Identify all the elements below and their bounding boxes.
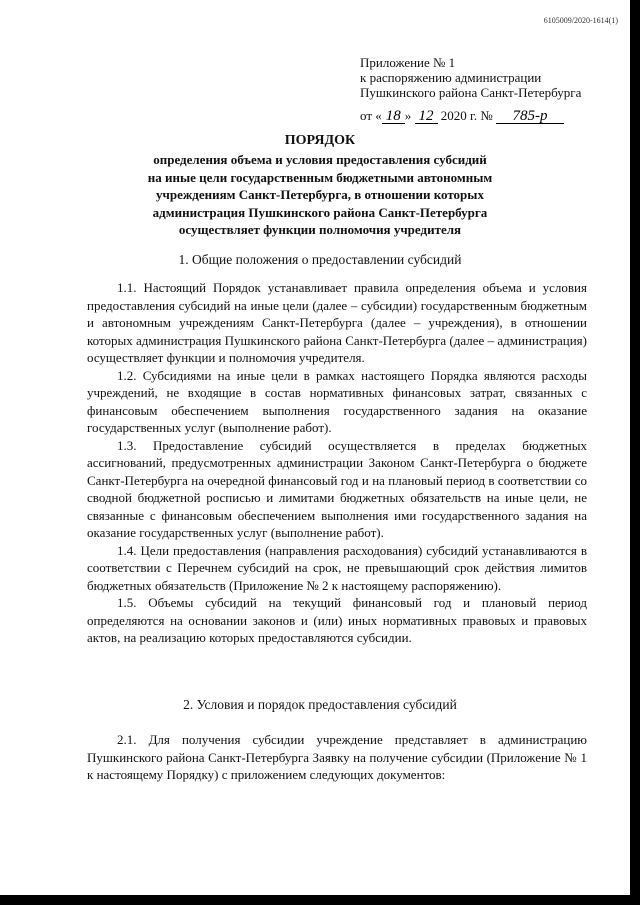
date-year: 2020 г. № xyxy=(440,108,493,123)
handwritten-day: 18 xyxy=(382,109,405,124)
appendix-block xyxy=(360,55,600,124)
subtitle-line: администрация Пушкинского района Санкт-Петербурга xyxy=(152,204,488,220)
date-number-line xyxy=(360,108,600,124)
appendix-line: к распоряжению администрации xyxy=(360,70,542,85)
paragraph-1-2: 1.2. Субсидиями на иные цели в рамках настоящего Порядка являются расходы учреждений, не входящие в состав нормативных финансовых затрат, связанных с финансовым обеспечением выполнения государственного задания на оказание государственных услуг (выполнение работ). xyxy=(87,367,587,435)
date-mid: » xyxy=(404,108,412,123)
scan-border-right xyxy=(630,0,640,905)
date-prefix: от « xyxy=(360,108,382,123)
section-2-body xyxy=(87,731,587,784)
handwritten-number: 785-р xyxy=(496,109,564,124)
scan-border-bottom xyxy=(0,895,640,905)
subtitle-line: на иные цели государственным бюджетными автономным xyxy=(147,169,493,185)
handwritten-month: 12 xyxy=(415,109,438,124)
paragraph-1-5: 1.5. Объемы субсидий на текущий финансовый год и плановый период определяются на основании законов и (или) иных нормативных правовых и правовых актов, на реализацию которых предоставляются субсидии. xyxy=(87,595,587,645)
section-1-body xyxy=(87,279,587,647)
paragraph-2-1: 2.1. Для получения субсидии учреждение представляет в администрацию Пушкинского района Санкт-Петербурга Заявку на получение субсидии (Приложение № 1 к настоящему Порядку) с приложением следующих документов: xyxy=(87,732,587,782)
subtitle-line: учреждениям Санкт-Петербурга, в отношении которых xyxy=(156,187,484,202)
appendix-line: Приложение № 1 xyxy=(360,55,456,70)
appendix-line: Пушкинского района Санкт-Петербурга xyxy=(360,85,582,100)
subtitle-line: определения объема и условия предоставления субсидий xyxy=(153,152,487,167)
paragraph-1-3: 1.3. Предоставление субсидий осуществляется в пределах бюджетных ассигнований, предусмотренных администрации Законом Санкт-Петербурга о бюджете Санкт-Петербурга на очередной финансовый год и на плановый период в соответствии со сводной бюджетной росписью и лимитами бюджетных обязательств на иные цели, не связанные с финансовым обеспечением выполнения ими государственного задания на оказание государственных услуг (выполнение работ). xyxy=(87,437,587,540)
section-1-heading: 1. Общие положения о предоставлении субсидий xyxy=(178,252,462,267)
paragraph-1-4: 1.4. Цели предоставления (направления расходования) субсидий устанавливаются в соответствии с Перечнем субсидий на срок, не превышающий срок действия лимитов бюджетных обязательств (Приложение № 2 к настоящему распоряжению). xyxy=(87,542,587,593)
paragraph-1-1: 1.1. Настоящий Порядок устанавливает правила определения объема и условия предоставления субсидий на иные цели (далее – субсидии) государственным бюджетным и автономным учреждениям Санкт-Петербурга (далее – учреждения), в отношении которых администрация Пушкинского района Санкт-Петербурга (далее – администрация) осуществляет функции и полномочия учредителя. xyxy=(87,280,587,365)
document-title: ПОРЯДОК xyxy=(284,133,356,148)
section-2-heading: 2. Условия и порядок предоставления субсидий xyxy=(183,697,457,712)
document-id: 6105009/2020-1614(1) xyxy=(543,16,618,25)
document-subtitle xyxy=(80,151,560,239)
subtitle-line: осуществляет функции полномочия учредителя xyxy=(178,222,462,237)
